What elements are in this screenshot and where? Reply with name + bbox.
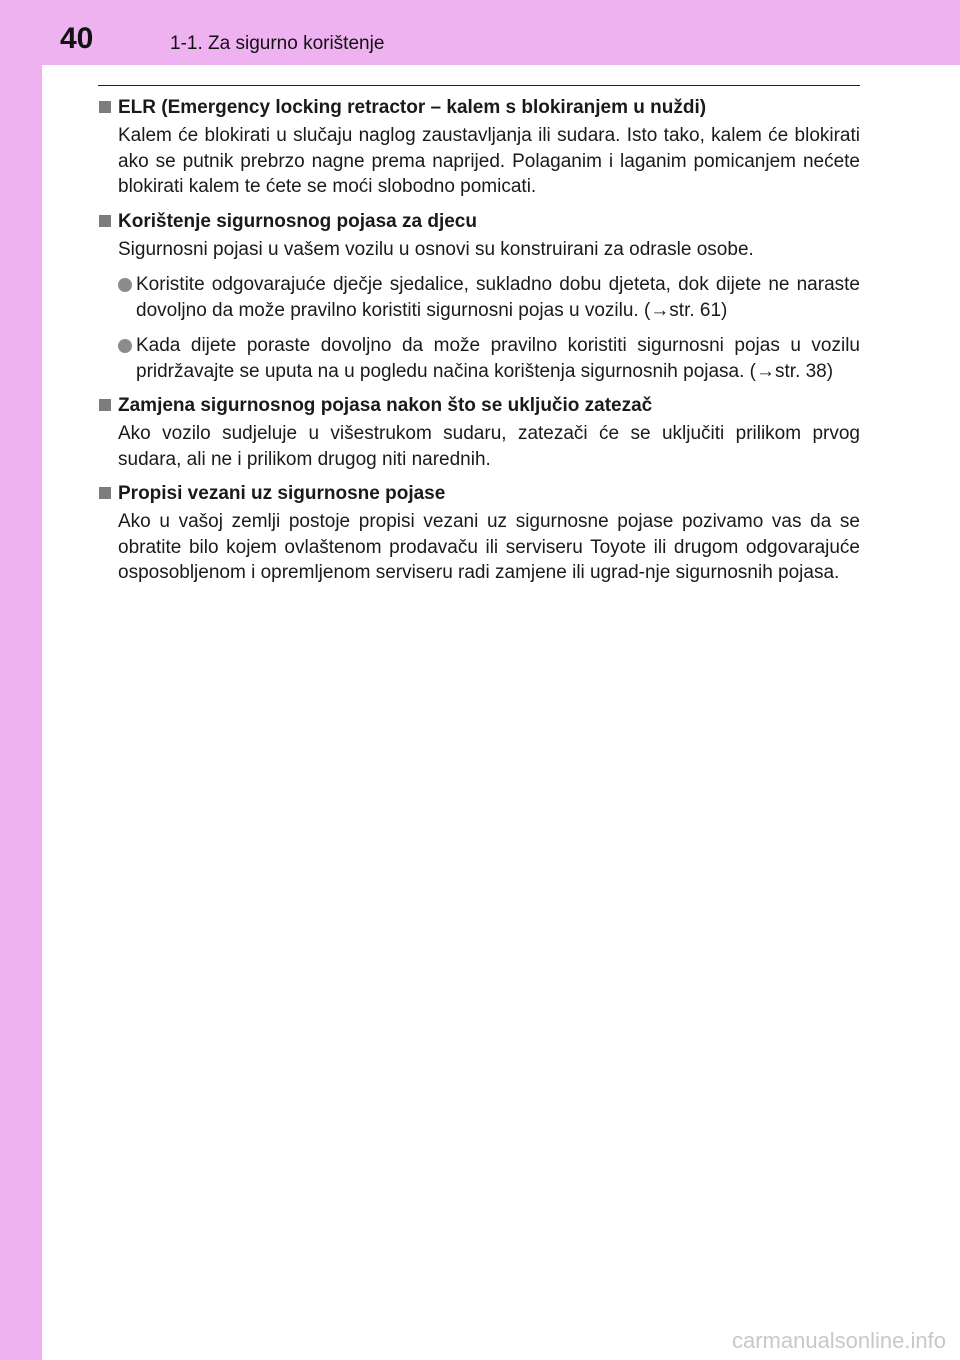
- watermark: carmanualsonline.info: [731, 1328, 946, 1353]
- page-number: 40: [60, 22, 94, 55]
- paragraph-belt-replacement: Ako vozilo sudjeluje u višestrukom sudaru, zatezači će se uključiti prilikom prvog sudara, ali ne i prilikom drugog niti narednih.: [118, 423, 860, 470]
- square-bullet-icon: [99, 487, 111, 499]
- page-content: [98, 95, 860, 586]
- paragraph-regulations: Ako u vašoj zemlji postoje propisi vezani uz sigurnosne pojase pozivamo vas da se obratite bilo kojem ovlaštenom prodavaču ili serviseru Toyote ili drugom odgovarajuće osposobljenom i opremljenom serviseru radi zamjene ili ugrad-nje sigurnosnih pojasa.: [118, 511, 860, 583]
- heading-belt-replacement: [98, 393, 860, 418]
- bullet-text: Koristite odgovarajuće dječje sjedalice, sukladno dobu djeteta, dok dijete ne naraste dovoljno da može pravilno koristiti sigurnosni pojas u vozilu. (→str. 61): [136, 274, 860, 321]
- section-title: 1-1. Za sigurno korištenje: [170, 33, 385, 54]
- heading-child-belt: [98, 209, 860, 234]
- heading-elr: [98, 95, 860, 120]
- bullet-text: Kada dijete poraste dovoljno da može pravilno koristiti sigurnosni pojas u vozilu pridržavajte se uputa na u pogledu načina korištenja sigurnosnih pojasa. (→str. 38): [136, 335, 860, 382]
- square-bullet-icon: [99, 215, 111, 227]
- bullet-item: [118, 333, 860, 384]
- side-color-band: [0, 0, 42, 1360]
- circle-bullet-icon: [118, 278, 132, 292]
- heading-child-belt-text: Korištenje sigurnosnog pojasa za djecu: [118, 210, 477, 232]
- heading-belt-replacement-text: Zamjena sigurnosnog pojasa nakon što se uključio zatezač: [118, 395, 653, 416]
- heading-regulations: [98, 481, 860, 506]
- bullet-item: [118, 272, 860, 323]
- heading-regulations-text: Propisi vezani uz sigurnosne pojase: [118, 483, 446, 504]
- paragraph-child-belt: Sigurnosni pojasi u vašem vozilu u osnovi su konstruirani za odrasle osobe.: [118, 238, 754, 260]
- header-rule: [98, 85, 860, 86]
- heading-elr-text: ELR (Emergency locking retractor – kalem s blokiranjem u nuždi): [118, 97, 707, 118]
- circle-bullet-icon: [118, 339, 132, 353]
- square-bullet-icon: [99, 399, 111, 411]
- square-bullet-icon: [99, 101, 111, 113]
- paragraph-elr: Kalem će blokirati u slučaju naglog zaustavljanja ili sudara. Isto tako, kalem će blokirati ako se putnik prebrzo nagne prema naprijed. Polaganim i laganim pomicanjem nećete blokirati kalem te ćete se moći slobodno pomicati.: [118, 125, 860, 197]
